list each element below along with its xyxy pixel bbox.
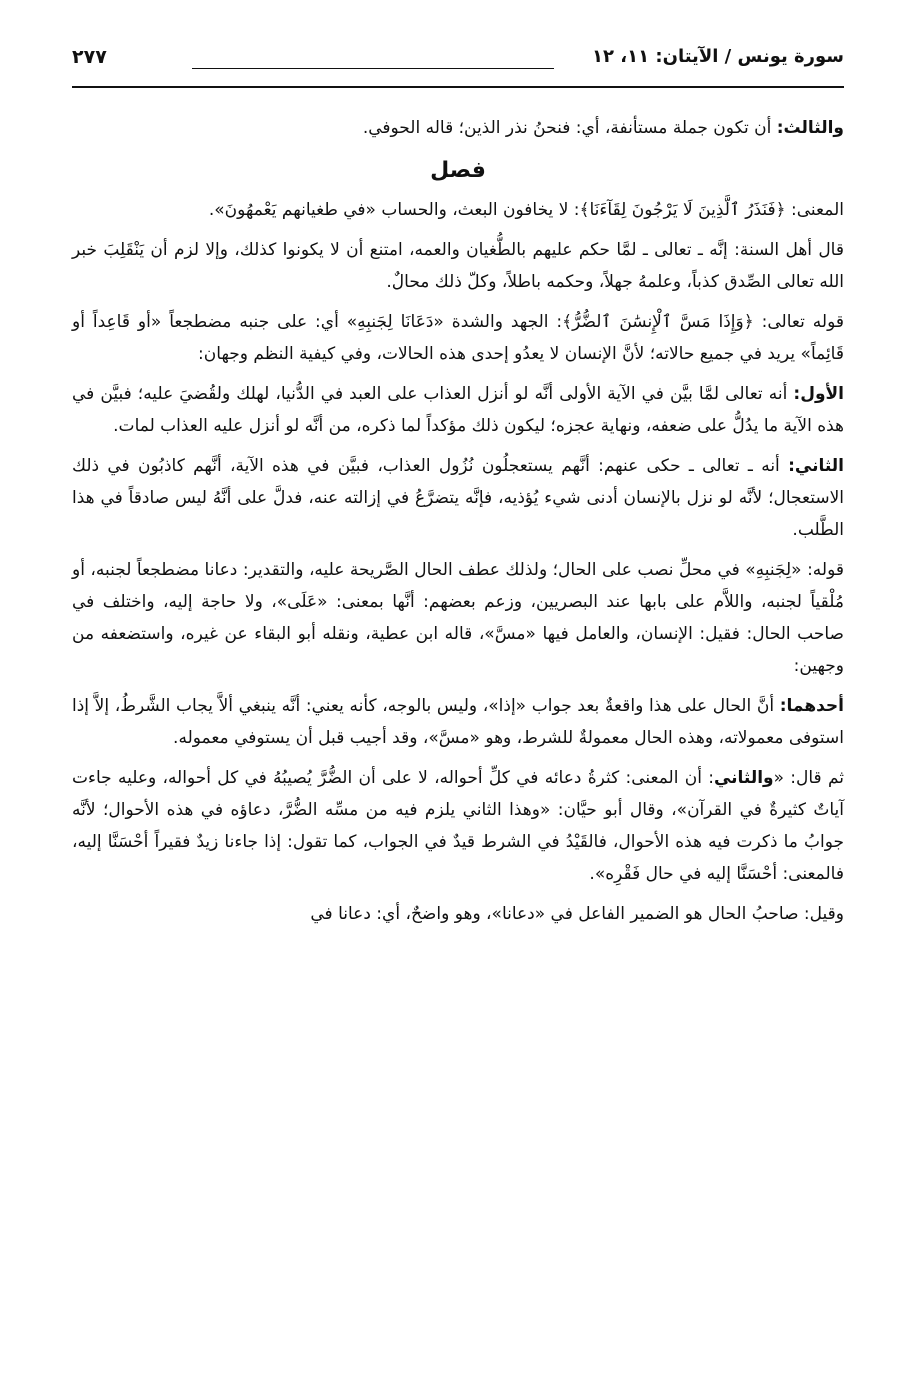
paragraph-alternative-view: وقيل: صاحبُ الحال هو الضمير الفاعل في «دعانا»، وهو واضحٌ، أي: دعانا في bbox=[310, 904, 844, 924]
paragraph-grammar: قوله: «لِجَنبِهِ» في محلِّ نصب على الحال؛ ولذلك عطف الحال الصَّريحة عليه، والتقدير: دعانا مضطجعاً لجنبه، أو مُلْقياً لجنبه، واللاَّم على بابها عند البصريين، وزعم بعضهم: أنَّها بمعنى: «عَلَى»، ولا حاجة إليه، واختلف في صاحب الحال: فقيل: الإنسان، والعامل فيها «مسَّ»، قاله ابن عطية، ونقله أبو البقاء عن غيره، واستضعفه من وجهين: bbox=[72, 560, 844, 676]
paragraph-verse-commentary: قوله تعالى: ﴿وَإِذَا مَسَّ ٱلْإِنسَٰنَ ٱلضُّرُّ﴾: الجهد والشدة «دَعَانَا لِجَنبِهِ» أي: على جنبه مضطجعاً «أو قَاعِداً أو قَائِماً» يريد في جميع حالاته؛ لأنَّ الإنسان لا يعدُو إحدى هذه الحالات، وفي كيفية النظم وجهان: bbox=[72, 312, 844, 364]
paragraph-text: أنه تعالى لمَّا بيَّن في الآية الأولى أنَّه لو أنزل العذاب على العبد في الدُّنيا، لهلك ولقُضيَ عليه؛ فبيَّن في هذه الآية ما يدُلُّ على ضعفه، ونهاية عجزه؛ ليكون ذلك مؤكداً لما ذكره، من أنَّه لو أنزل عليه العذاب لمات. bbox=[72, 384, 844, 436]
paragraph-lead: الثاني: bbox=[788, 456, 844, 476]
paragraph-meaning: المعنى: ﴿فَنَذَرُ ٱلَّذِينَ لَا يَرْجُونَ لِقَآءَنَا﴾: لا يخافون البعث، والحساب «في طغيانهم يَعْمهُونَ». bbox=[208, 200, 844, 220]
paragraph-lead: الأول: bbox=[793, 384, 844, 404]
paragraph-first-objection bbox=[72, 690, 844, 754]
page-body bbox=[72, 112, 844, 938]
header-divider bbox=[72, 86, 844, 88]
paragraph-text: : أن المعنى: كثرةُ دعائه في كلِّ أحواله، لا على أن الضُّرَّ يُصيبُهُ في كل أحواله، وعليه جاءت آياتٌ كثيرةٌ في القرآن»، وقال أبو حيَّان: «وهذا الثاني يلزم فيه من مسِّه الضُّرَّ، دعاؤه في هذه الأحوال؛ لأنَّه جوابُ ما ذكرت فيه هذه الأحوال، فالقَيْدُ في الشرط قيدٌ في الجواب، كما تقول: إذا جاءنا زيدٌ فقيراً أحْسَنَّا إليه، فالمعنى: أحْسَنَّا إليه في حال فَقْرِه». bbox=[72, 768, 844, 884]
header-rule bbox=[192, 68, 554, 69]
paragraph-lead: أحدهما: bbox=[779, 696, 844, 716]
paragraph-text: أنه ـ تعالى ـ حكى عنهم: أنَّهم يستعجلُون نُزُول العذاب، فبيَّن في هذه الآية، أنَّهم كاذبُون في ذلك الاستعجال؛ لأنَّه لو نزل بالإنسان أدنى شيء يُؤذيه، فإنَّه يتضرَّعُ في إزالته عنه، فدلَّ على أنَّهُ ليس صادقاً في هذا الطَّلب. bbox=[72, 456, 844, 540]
paragraph-second-aspect bbox=[72, 450, 844, 546]
header-title: سورة يونس / الآيتان: ١١، ١٢ bbox=[592, 46, 844, 67]
section-title: فصل bbox=[430, 158, 486, 183]
paragraph-third-opinion bbox=[72, 112, 844, 144]
paragraph-lead: والثالث: bbox=[776, 118, 844, 138]
paragraph-text: أن تكون جملة مستأنفة، أي: فنحنُ نذر الذين؛ قاله الحوفي. bbox=[362, 118, 777, 138]
paragraph-first-aspect bbox=[72, 378, 844, 442]
paragraph-ahl-al-sunna: قال أهل السنة: إنَّه ـ تعالى ـ لمَّا حكم عليهم بالطُّغيان والعمه، امتنع أن لا يكونوا كذلك، وإلا لزم أن يَنْقَلِبَ خبر الله تعالى الصِّدق كذباً، وعلمهُ جهلاً، وحكمه باطلاً، وكلّ ذلك محالٌ. bbox=[72, 240, 844, 292]
paragraph-second-objection bbox=[72, 762, 844, 890]
page-number: ٢٧٧ bbox=[72, 46, 107, 68]
running-header bbox=[72, 44, 844, 74]
paragraph-lead: والثاني bbox=[713, 768, 774, 788]
paragraph-text: أنَّ الحال على هذا واقعةٌ بعد جواب «إذا»، وليس بالوجه، كأنه يعني: أنَّه ينبغي ألاَّ يجاب الشَّرطُ، إلاَّ إذا استوفى معمولاته، وهذه الحال معمولةٌ للشرط، وهو «مسَّ»، وقد أجيب قبل أن يستوفي معموله. bbox=[72, 696, 844, 748]
paragraph-prefix: ثم قال: « bbox=[773, 768, 844, 788]
